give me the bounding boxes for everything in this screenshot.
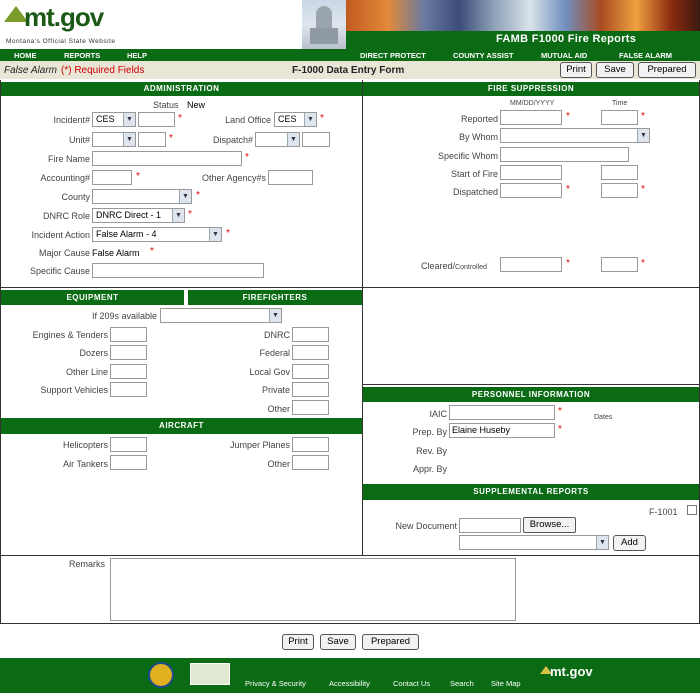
private-label: Private bbox=[261, 385, 290, 395]
nav-help[interactable]: HELP bbox=[127, 51, 148, 60]
firefighters-header: FIREFIGHTERS bbox=[188, 290, 362, 305]
other-aircraft-label: Other bbox=[267, 459, 290, 469]
status-value: New bbox=[187, 100, 206, 110]
specific-whom-label: Specific Whom bbox=[437, 151, 498, 161]
by-whom-label: By Whom bbox=[458, 132, 498, 142]
other-line-label: Other Line bbox=[65, 367, 108, 377]
chevron-down-icon: ▼ bbox=[287, 133, 299, 146]
print-button-bottom[interactable]: Print bbox=[282, 634, 314, 650]
required-marker: * bbox=[136, 171, 140, 182]
if209-label: If 209s available bbox=[91, 311, 157, 321]
dates-label: Dates bbox=[594, 414, 613, 421]
specific-whom-input[interactable] bbox=[500, 147, 629, 162]
form-title: F-1000 Data Entry Form bbox=[292, 65, 405, 76]
jumper-planes-input[interactable] bbox=[292, 437, 329, 452]
nav-false-alarm[interactable]: FALSE ALARM bbox=[619, 51, 673, 60]
status-label: Status bbox=[153, 100, 179, 110]
other-line-input[interactable] bbox=[110, 364, 147, 379]
air-tankers-input[interactable] bbox=[110, 455, 147, 470]
footer-search[interactable]: Search bbox=[450, 679, 474, 688]
save-button-bottom[interactable]: Save bbox=[320, 634, 356, 650]
app-title: FAMB F1000 Fire Reports bbox=[496, 33, 637, 45]
cleared-time-input[interactable] bbox=[601, 257, 638, 272]
federal-label: Federal bbox=[259, 348, 290, 358]
reported-label: Reported bbox=[460, 114, 498, 124]
other-aircraft-input[interactable] bbox=[292, 455, 329, 470]
fire-name-input[interactable] bbox=[92, 151, 242, 166]
local-gov-label: Local Gov bbox=[249, 367, 290, 377]
start-time-input[interactable] bbox=[601, 165, 638, 180]
rev-by-label: Rev. By bbox=[416, 446, 447, 456]
dispatch-label: Dispatch# bbox=[212, 135, 253, 145]
dispatched-date-input[interactable] bbox=[500, 183, 562, 198]
required-note: (*) Required Fields bbox=[61, 65, 145, 76]
chevron-down-icon: ▼ bbox=[596, 536, 608, 549]
county-label: County bbox=[61, 192, 90, 202]
required-marker: * bbox=[566, 184, 570, 195]
required-marker: * bbox=[150, 246, 154, 257]
administration-header: ADMINISTRATION bbox=[1, 82, 362, 96]
reported-date-input[interactable] bbox=[500, 110, 562, 125]
footer-logo-text: mt.gov bbox=[550, 664, 593, 679]
unit-label: Unit# bbox=[68, 135, 90, 145]
required-marker: * bbox=[566, 111, 570, 122]
land-office-label: Land Office bbox=[225, 115, 271, 125]
f1001-label: F-1001 bbox=[649, 507, 678, 517]
engines-label: Engines & Tenders bbox=[32, 330, 108, 340]
accounting-input[interactable] bbox=[92, 170, 132, 185]
required-marker: * bbox=[196, 190, 200, 201]
incident-number-input[interactable] bbox=[138, 112, 175, 127]
nav-bar bbox=[0, 49, 700, 61]
dispatch-select[interactable] bbox=[255, 132, 300, 147]
if209-select[interactable] bbox=[160, 308, 282, 323]
supplemental-header: SUPPLEMENTAL REPORTS bbox=[363, 484, 699, 500]
chevron-down-icon: ▼ bbox=[179, 190, 191, 203]
aircraft-header: AIRCRAFT bbox=[1, 418, 362, 434]
private-input[interactable] bbox=[292, 382, 329, 397]
start-of-fire-label: Start of Fire bbox=[450, 169, 498, 179]
prep-by-label: Prep. By bbox=[412, 427, 447, 437]
prep-by-input[interactable]: Elaine Huseby bbox=[449, 423, 555, 438]
divider bbox=[0, 623, 700, 624]
prepared-button-top[interactable]: Prepared bbox=[638, 62, 696, 78]
federal-input[interactable] bbox=[292, 345, 329, 360]
document-type-select[interactable] bbox=[459, 535, 609, 550]
incident-action-select[interactable]: False Alarm - 4 ▼ bbox=[92, 227, 222, 242]
other-ff-input[interactable] bbox=[292, 400, 329, 415]
dozers-label: Dozers bbox=[79, 348, 108, 358]
unit-select[interactable] bbox=[92, 132, 136, 147]
required-marker: * bbox=[188, 209, 192, 220]
dnrc-role-label: DNRC Role bbox=[42, 211, 90, 221]
logo-tagline: Montana's Official State Website bbox=[6, 38, 116, 45]
dnrc-label: DNRC bbox=[264, 330, 290, 340]
chevron-down-icon: ▼ bbox=[172, 209, 184, 222]
remarks-label: Remarks bbox=[69, 559, 106, 569]
nav-home[interactable]: HOME bbox=[14, 51, 37, 60]
required-marker: * bbox=[641, 184, 645, 195]
required-marker: * bbox=[169, 133, 173, 144]
divider bbox=[0, 80, 1, 624]
other-agency-input[interactable] bbox=[268, 170, 313, 185]
dozers-input[interactable] bbox=[110, 345, 147, 360]
mode-label: False Alarm bbox=[4, 65, 57, 76]
divider bbox=[362, 384, 700, 385]
add-button[interactable]: Add bbox=[613, 535, 646, 551]
nav-mutual-aid[interactable]: MUTUAL AID bbox=[541, 51, 588, 60]
jumper-planes-label: Jumper Planes bbox=[229, 440, 290, 450]
footer-contact[interactable]: Contact Us bbox=[393, 679, 431, 688]
footer-privacy[interactable]: Privacy & Security bbox=[245, 679, 306, 688]
other-ff-label: Other bbox=[267, 404, 290, 414]
capitol-dome-image bbox=[302, 0, 346, 49]
chevron-down-icon: ▼ bbox=[269, 309, 281, 322]
f1001-checkbox[interactable] bbox=[687, 505, 697, 515]
reported-time-input[interactable] bbox=[601, 110, 638, 125]
dnrc-input[interactable] bbox=[292, 327, 329, 342]
unit-input[interactable] bbox=[138, 132, 166, 147]
by-whom-select[interactable] bbox=[500, 128, 650, 143]
chevron-down-icon: ▼ bbox=[209, 228, 221, 241]
chevron-down-icon: ▼ bbox=[304, 113, 316, 126]
incident-label: Incident# bbox=[53, 115, 90, 125]
required-marker: * bbox=[566, 258, 570, 269]
browse-button[interactable]: Browse... bbox=[523, 517, 576, 533]
chevron-down-icon: ▼ bbox=[637, 129, 649, 142]
required-marker: * bbox=[558, 424, 562, 435]
chevron-down-icon: ▼ bbox=[123, 113, 135, 126]
fire-photo-banner bbox=[346, 0, 700, 31]
mtgov-logo[interactable] bbox=[4, 2, 164, 46]
save-button-top[interactable]: Save bbox=[596, 62, 634, 78]
iaic-label: IAIC bbox=[429, 409, 447, 419]
required-marker: * bbox=[641, 111, 645, 122]
major-cause-label: Major Cause bbox=[38, 248, 90, 258]
iaic-input[interactable] bbox=[449, 405, 555, 420]
date-format-header: MM/DD/YYYY bbox=[510, 100, 555, 107]
fire-suppression-header: FIRE SUPPRESSION bbox=[363, 82, 699, 96]
print-button-top[interactable]: Print bbox=[560, 62, 592, 78]
dispatched-time-input[interactable] bbox=[601, 183, 638, 198]
footer-mtgov-logo[interactable] bbox=[540, 664, 604, 686]
logo-text: mt.gov bbox=[24, 2, 104, 32]
required-marker: * bbox=[641, 258, 645, 269]
divider bbox=[362, 287, 700, 288]
support-vehicles-input[interactable] bbox=[110, 382, 147, 397]
chevron-down-icon: ▼ bbox=[123, 133, 135, 146]
fire-name-label: Fire Name bbox=[47, 154, 90, 164]
engines-input[interactable] bbox=[110, 327, 147, 342]
other-agency-label: Other Agency#s bbox=[201, 173, 266, 183]
accounting-label: Accounting# bbox=[40, 173, 90, 183]
support-vehicles-label: Support Vehicles bbox=[40, 385, 108, 395]
air-tankers-label: Air Tankers bbox=[63, 459, 108, 469]
montana-map-icon bbox=[190, 663, 230, 685]
new-document-input[interactable] bbox=[459, 518, 521, 533]
nav-county-assist[interactable]: COUNTY ASSIST bbox=[453, 51, 514, 60]
specific-cause-label: Specific Cause bbox=[29, 266, 90, 276]
dnrc-role-select[interactable]: DNRC Direct - 1 ▼ bbox=[92, 208, 185, 223]
required-marker: * bbox=[245, 152, 249, 163]
time-header: Time bbox=[612, 100, 628, 107]
new-document-label: New Document bbox=[395, 521, 457, 531]
personnel-header: PERSONNEL INFORMATION bbox=[363, 387, 699, 402]
remarks-textarea[interactable] bbox=[110, 558, 516, 621]
dispatch-input[interactable] bbox=[302, 132, 330, 147]
divider bbox=[0, 287, 363, 288]
helicopters-input[interactable] bbox=[110, 437, 147, 452]
dispatched-label: Dispatched bbox=[452, 187, 498, 197]
helicopters-label: Helicopters bbox=[62, 440, 108, 450]
footer-accessibility[interactable]: Accessibility bbox=[329, 679, 370, 688]
county-select[interactable] bbox=[92, 189, 192, 204]
cleared-label: Cleared/Controlled bbox=[421, 261, 487, 271]
equipment-header: EQUIPMENT bbox=[1, 290, 184, 305]
appr-by-label: Appr. By bbox=[412, 464, 447, 474]
land-office-select[interactable]: CES ▼ bbox=[274, 112, 317, 127]
footer-sitemap[interactable]: Site Map bbox=[491, 679, 521, 688]
incident-select[interactable]: CES ▼ bbox=[92, 112, 136, 127]
required-marker: * bbox=[558, 406, 562, 417]
nav-direct-protect[interactable]: DIRECT PROTECT bbox=[360, 51, 426, 60]
specific-cause-input[interactable] bbox=[92, 263, 264, 278]
nav-reports[interactable]: REPORTS bbox=[64, 51, 101, 60]
cleared-date-input[interactable] bbox=[500, 257, 562, 272]
start-date-input[interactable] bbox=[500, 165, 562, 180]
prepared-button-bottom[interactable]: Prepared bbox=[362, 634, 419, 650]
major-cause-value: False Alarm bbox=[92, 248, 140, 258]
required-marker: * bbox=[178, 113, 182, 124]
local-gov-input[interactable] bbox=[292, 364, 329, 379]
state-seal-icon bbox=[148, 662, 174, 688]
incident-action-label: Incident Action bbox=[31, 230, 90, 240]
required-marker: * bbox=[226, 228, 230, 239]
required-marker: * bbox=[320, 113, 324, 124]
divider bbox=[0, 555, 700, 556]
